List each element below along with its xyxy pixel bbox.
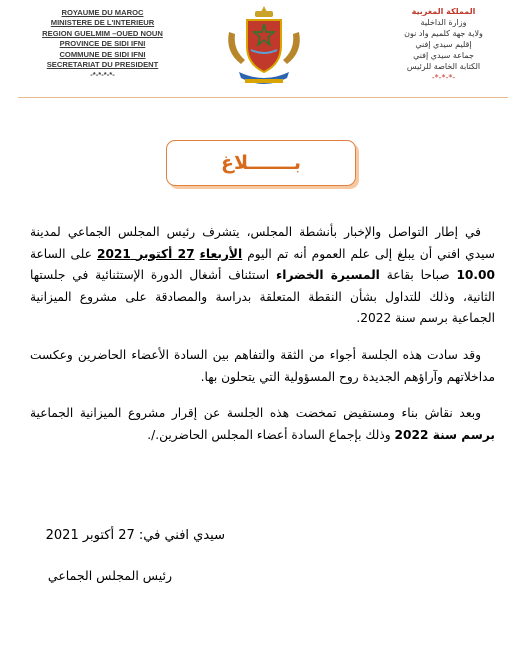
header-fr-line: SECRETARIAT DU PRESIDENT (46, 60, 159, 70)
header-ar-line: جماعة سيدي إفني (413, 51, 474, 60)
coat-of-arms-emblem (221, 2, 307, 92)
session-date: 27 أكتوبر 2021 (96, 246, 195, 261)
budget-year: برسم سنة 2022 (394, 427, 495, 442)
header-fr-line: COMMUNE DE SIDI IFNI (59, 49, 146, 59)
header-fr-ornament: -*-*-*-*- (90, 70, 115, 80)
header-ar-line: ولاية جهة كلميم واد نون (404, 29, 483, 38)
header-french (20, 8, 185, 81)
notice-title: بـــــــلاغ (221, 152, 301, 174)
header-fr-line: ROYAUME DU MAROC (61, 8, 144, 17)
header-divider (18, 97, 508, 98)
signature-title: رئيس المجلس الجماعي (47, 568, 172, 583)
place-and-date: سيدي افني في: 27 أكتوبر 2021 (45, 528, 225, 543)
header-ar-line: إقليم سيدي إفني (415, 40, 472, 49)
session-day: الأربعاء (199, 246, 243, 261)
text-span: صباحا بقاعة (379, 268, 457, 283)
text-span: على الساعة (30, 246, 97, 261)
session-hall: المسيرة الخضراء (276, 268, 380, 283)
text-span: استئناف أشغال الدورة الإستثنائية في جلستها الثانية، وذلك للتداول بشأن النقطة المتعلقة بدراسة والمصادقة على مشروع الميزانية الجماعية برسم سنة 2022. (30, 268, 495, 326)
header-ar-line: وزارة الداخلية (420, 18, 467, 27)
text-span: في إطار التواصل والإخبار بأنشطة المجلس، يتشرف رئيس المجلس الجماعي لمدينة سيدي افني أن يبلغ إلى علم العموم أنه تم اليوم (30, 225, 495, 261)
header-arabic (386, 6, 501, 83)
header-ar-line: الكتابة الخاصة للرئيس (406, 62, 481, 71)
notice-title-box (166, 140, 356, 186)
header-ar-ornament: -*-*-*- (431, 73, 456, 82)
text-span: وذلك بإجماع السادة أعضاء المجلس الحاضرين./. (147, 427, 395, 442)
header-fr-line: MINISTERE DE L'INTERIEUR (50, 18, 155, 28)
header-fr-line: PROVINCE DE SIDI IFNI (59, 39, 146, 49)
notice-body (30, 222, 495, 461)
session-time: 10.00 (456, 268, 495, 283)
text-span: وبعد نقاش بناء ومستفيض تمخضت هذه الجلسة عن إقرار مشروع الميزانية الجماعية (30, 406, 481, 421)
paragraph-approval (30, 403, 495, 446)
paragraph-atmosphere: وقد سادت هذه الجلسة أجواء من الثقة والتفاهم بين السادة الأعضاء الحاضرين وعكست مداخلاتهم وآراؤهم الجديدة روح المسؤولية التي يتحلون بها. (30, 347, 495, 384)
header-ar-line: المملكة المغربية (411, 7, 476, 16)
header-fr-line: REGION GUELMIM –OUED NOUN (42, 28, 163, 38)
paragraph-session-announcement (30, 222, 495, 330)
